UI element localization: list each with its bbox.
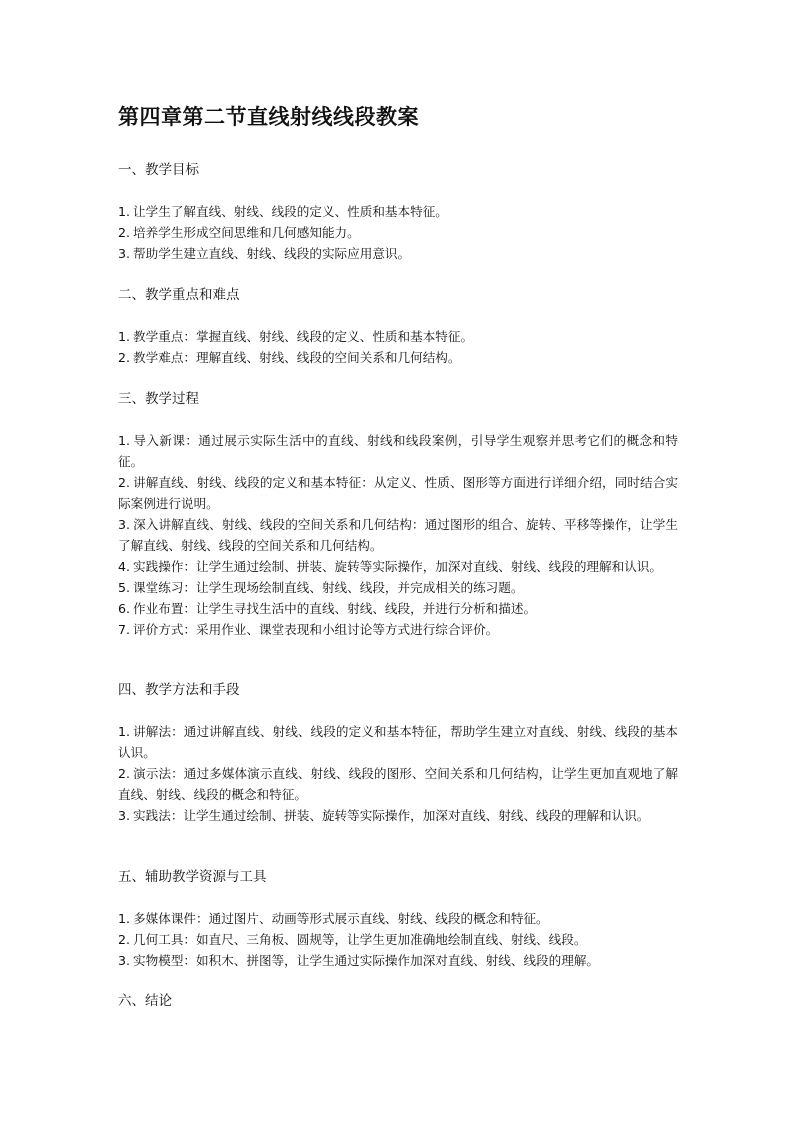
- list-item: 1. 讲解法：通过讲解直线、射线、线段的定义和基本特征，帮助学生建立对直线、射线、线段的基本认识。: [118, 724, 678, 760]
- list-item: 6. 作业布置：让学生寻找生活中的直线、射线、线段，并进行分析和描述。: [118, 601, 537, 616]
- list-item: 1. 让学生了解直线、射线、线段的定义、性质和基本特征。: [118, 204, 448, 219]
- list-item: 3. 深入讲解直线、射线、线段的空间关系和几何结构：通过图形的组合、旋转、平移等操作，让学生了解直线、射线、线段的空间关系和几何结构。: [118, 517, 678, 553]
- section-key-points: [118, 285, 678, 368]
- list-item: 3. 帮助学生建立直线、射线、线段的实际应用意识。: [118, 246, 411, 261]
- section-heading: 一、教学目标: [118, 162, 199, 178]
- list-item: 2. 教学难点：理解直线、射线、线段的空间关系和几何结构。: [118, 350, 461, 365]
- section-teaching-resources: [118, 867, 678, 971]
- section-heading: 四、教学方法和手段: [118, 682, 240, 698]
- document-title: 第四章第二节直线射线线段教案: [118, 105, 419, 129]
- item-list: [118, 908, 678, 971]
- section-teaching-process: [118, 389, 678, 640]
- section-heading: 五、辅助教学资源与工具: [118, 869, 267, 885]
- list-item: 3. 实物模型：如积木、拼图等，让学生通过实际操作加深对直线、射线、线段的理解。: [118, 953, 599, 968]
- section-teaching-objectives: [118, 160, 678, 264]
- list-item: 3. 实践法：让学生通过绘制、拼装、旋转等实际操作，加深对直线、射线、线段的理解和认识。: [118, 808, 650, 823]
- section-teaching-methods: [118, 680, 678, 826]
- list-item: 4. 实践操作：让学生通过绘制、拼装、旋转等实际操作，加深对直线、射线、线段的理解和认识。: [118, 559, 662, 574]
- section-heading: 六、结论: [118, 993, 172, 1009]
- item-list: [118, 430, 678, 640]
- section-heading: 三、教学过程: [118, 391, 199, 407]
- item-list: [118, 326, 678, 368]
- list-item: 1. 多媒体课件：通过图片、动画等形式展示直线、射线、线段的概念和特征。: [118, 911, 549, 926]
- list-item: 2. 培养学生形成空间思维和几何感知能力。: [118, 225, 360, 240]
- item-list: [118, 201, 678, 264]
- item-list: [118, 721, 678, 826]
- list-item: 2. 几何工具：如直尺、三角板、圆规等，让学生更加准确地绘制直线、射线、线段。: [118, 932, 587, 947]
- list-item: 7. 评价方式：采用作业、课堂表现和小组讨论等方式进行综合评价。: [118, 622, 499, 637]
- list-item: 1. 教学重点：掌握直线、射线、线段的定义、性质和基本特征。: [118, 329, 474, 344]
- list-item: 2. 演示法：通过多媒体演示直线、射线、线段的图形、空间关系和几何结构，让学生更加直观地了解直线、射线、线段的概念和特征。: [118, 766, 678, 802]
- section-heading: 二、教学重点和难点: [118, 287, 240, 303]
- list-item: 5. 课堂练习：让学生现场绘制直线、射线、线段，并完成相关的练习题。: [118, 580, 524, 595]
- list-item: 2. 讲解直线、射线、线段的定义和基本特征：从定义、性质、图形等方面进行详细介绍，同时结合实际案例进行说明。: [118, 475, 678, 511]
- section-conclusion: [118, 991, 678, 1011]
- list-item: 1. 导入新课：通过展示实际生活中的直线、射线和线段案例，引导学生观察并思考它们的概念和特征。: [118, 433, 678, 469]
